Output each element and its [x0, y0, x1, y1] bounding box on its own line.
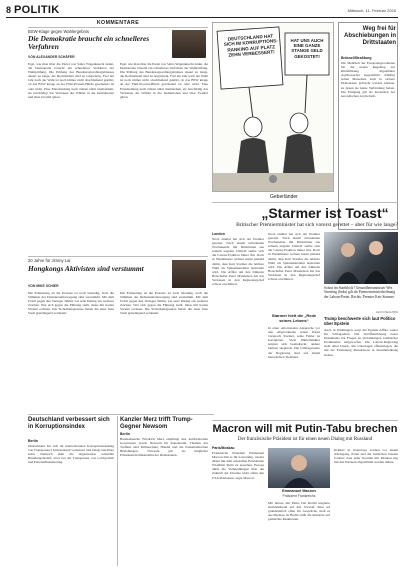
macron-body-right: Kritiker in Osteuropa warnen vor einem Alleingang. Polen und die baltischen Staaten fordern, dass jeder Kontakt mit Moskau eng mit den Partnern abgestimmt werden müsse.	[334, 448, 398, 465]
macron-body-mid: Mit Jahren, mit Putin, Der Kreml reagierte zurückhaltend auf den Vorstoß. Man sei grundsätzlich offen für Gespräche, hieß es aus Moskau. In Berlin stößt die Initiative auf gemischte Reaktionen.	[268, 501, 330, 522]
trump-subhead: Trump beschwerte sich laut Politico über Epstein	[324, 316, 396, 326]
divider	[212, 202, 398, 203]
divider	[28, 414, 214, 415]
macron-portrait	[268, 448, 330, 488]
hongkong-kicker: 20 Jahre für Jimmy Lai	[28, 258, 71, 263]
starmer-photo-caption: Schon im Startblock? Gesundheitsminister Wes Streeting (links) gilt als Premierministerhoffnung der Labour-Partei. Rechts: Premier Keir Starmer.	[324, 286, 395, 299]
issue-date: Mittwoch, 11. Februar 2026	[347, 8, 396, 13]
starmer-dateline: London	[212, 232, 225, 236]
korruption-headline: Deutschland verbessert sich in Korruptionsindex	[28, 417, 110, 430]
commentary-kicker: BSW-Klage gegen Wahlergebnis	[28, 29, 89, 34]
masthead-rule	[6, 17, 398, 18]
hongkong-headline: Hongkongs Aktivisten sind verstummt	[28, 264, 144, 273]
divider	[28, 27, 208, 28]
commentary-body-1: Egal, wie man über die Partei von Sahra Wagenknecht denkt, die Demokratie braucht ein schnelleres Verfahren der Wahlprüfung. Die Prüfung des Bundestagswahlergebnisses dauert zu lange, die Rechtsmittel sind zu langwierig. Fast ein Jahr nach der Wahl ist noch immer nicht abschließend geklärt, ob das BSW knapp an der Fünf-Prozent-Hürde gescheitert ist oder nicht. Eine Entscheidung nach Jahren nützt niemandem, sie beschädigt das Vertrauen der Wähler in die Institutionen und lässt Zweifel gären.	[28, 62, 114, 99]
korruption-body: Deutschland hat sich im internationalen Korruptionsranking von Transparency International verbessert und belegt nun Platz zehn. Dennoch sieht die Organisation weiterhin Handlungsbedarf, etwa bei der Transparenz von Lobbyarbeit und Parteienfinanzierung.	[28, 444, 114, 465]
author-portrait	[172, 260, 206, 288]
photo-credit: LEON NEAL/DPA	[375, 310, 398, 314]
macron-headline: Macron will mit Putin-Tabu brechen	[212, 423, 398, 435]
section-title: POLITIK	[14, 4, 60, 16]
kanzler-headline: Kanzler Merz trifft Trump-Gegner Newsom	[120, 417, 193, 430]
macron-body-left: Frankreichs Präsident Emmanuel Macron hält es für notwendig, wieder direkt mit dem russischen Präsidenten Wladimir Putin zu sprechen. Europa dürfe die Verhandlungen über die Zukunft der Ukraine nicht allein den USA überlassen, sagte Macron.	[212, 451, 264, 480]
cartoon	[212, 22, 334, 192]
kanzler-dateline: Berlin	[120, 432, 130, 436]
cartoon-sign-left: DEUTSCHLAND HAT SICH IM KORRUPTIONS-RANKING AUF PLATZ ZEHN VERBESSERT!	[223, 33, 278, 58]
hongkong-author: VON MIKE SCHIER	[28, 284, 59, 288]
divider	[28, 256, 208, 257]
macron-subhead: Der französische Präsident ist für einen neuen Dialog mit Russland	[237, 437, 373, 442]
hongkong-body-2: Die Erinnerung an die Proteste ist noch lebendig, doch die Stimmen der Demokratiebewegung sind verstummt. Mit dem Urteil gegen den Verleger Jimmy Lai setzt Peking ein weiteres Zeichen. Wer sich gegen die Führung stellt, muss mit harten Strafen rechnen. Die Sicherheitsgesetze haben die einst freie Stadt grundlegend verändert.	[120, 291, 208, 316]
starmer-body-mid: In einer emotionalen Ansprache vor den Abgeordneten seiner Partei versprach Starmer, seine Fehler zu korrigieren. Viele Hinterbänkler zeigten sich beeindruckt, andere bleiben skeptisch. Die Umfragewerte der Regierung sind auf einem historischen Tiefstand.	[268, 326, 320, 359]
macron-name: Emmanuel Macron	[282, 489, 316, 493]
cartoon-caption: Geberländer	[270, 194, 298, 200]
macron-portrait-figure	[268, 448, 330, 488]
commentary-headline: Die Demokratie braucht ein schnelleres Verfahren	[28, 34, 150, 51]
korruption-dateline: Berlin	[28, 439, 38, 443]
starmer-subhead: Britischer Premierminister hat sich vorerst gerettet – aber für wie lange?	[236, 222, 398, 228]
macron-role: Präsident Frankreichs	[282, 494, 316, 498]
cartoon-sign-right: HAT UNS AUCH EINE GANZE STANGE GELD GEKOSTET!	[290, 38, 324, 59]
commentary-body-2: Egal, wie man über die Partei von Sahra Wagenknecht denkt, die Demokratie braucht ein schnelleres Verfahren der Wahlprüfung. Die Prüfung des Bundestagswahlergebnisses dauert zu lange, die Rechtsmittel sind zu langwierig. Fast ein Jahr nach der Wahl ist noch immer nicht abschließend geklärt, ob das BSW knapp an der Fünf-Prozent-Hürde gescheitert ist oder nicht. Eine Entscheidung nach Jahren nützt niemandem, sie beschädigt das Vertrauen der Wähler in die Institutionen und lässt Zweifel gären.	[120, 62, 208, 99]
starmer-body-right: Auch in Washington sorgt die Epstein-Affäre weiter für Schlagzeilen. Die Veröffentlichung neuer Dokumente hat Fragen zu Verbindungen zahlreicher Prominenter aufgeworfen. Die Labour-Regierung steht unter Druck, alle Unterlagen offenzulegen, die mit der Ernennung Mandelsons in Zusammenhang stehen.	[324, 328, 398, 357]
kanzler-body: Bundeskanzler Friedrich Merz empfängt den kalifornischen Gouverneur Gavin Newsom im Kanzleramt. Themen des Treffens sind Klimaschutz, Handel und die transatlantischen Beziehungen. Newsom gilt als möglicher Präsidentschaftskandidat der Demokraten.	[120, 437, 208, 458]
weg-frei-body: Die Mehrheit der Europaabgeordneten hat der neuen Regelung zur Rückführung abgelehnter Asylbewerber zugestimmt. Künftig sollen Menschen auch in sichere Drittstaaten gebracht werden können, zu denen sie keine Verbindung haben. Die Einigung gilt als Kernstück der europäischen Asylreform.	[341, 61, 395, 98]
commentary-author: VON ALEXANDER SCHÄFER	[28, 55, 75, 59]
starmer-headline: „Starmer ist Toast“	[261, 205, 389, 221]
starmer-inline-subhead: Starmer hielt die „Rede seines Lebens“	[271, 313, 317, 323]
weg-frei-headline: Weg frei für Abschiebungen in Drittstaaten	[343, 26, 396, 46]
starmer-photo-figures	[324, 232, 398, 284]
hongkong-body-1: Die Erinnerung an die Proteste ist noch lebendig, doch die Stimmen der Demokratiebewegung sind verstummt. Mit dem Urteil gegen den Verleger Jimmy Lai setzt Peking ein weiteres Zeichen. Wer sich gegen die Führung stellt, muss mit harten Strafen rechnen. Die Sicherheitsgesetze haben die einst freie Stadt grundlegend verändert.	[28, 291, 114, 316]
starmer-body-left: Noch einmal hat sich der Premier gerettet. Nach einem turbulenten Wochenende mit Rücktritten aus seinem engsten Umfeld stellte sich die Labour-Fraktion hinter ihn. Doch in Westminster rechnet kaum jemand damit, dass Keir Starmer die nächste Wahl als Spitzenkandidat bestreiten wird. Die Affäre um den früheren Botschafter Peter Mandelson hat das Vertrauen in den Regierungschef schwer erschüttert.	[212, 237, 264, 287]
starmer-photo	[324, 232, 398, 284]
divider	[212, 420, 398, 421]
commentary-label: KOMMENTARE	[96, 20, 140, 26]
column-rule	[117, 416, 118, 566]
macron-dateline: Paris/Moskau	[212, 446, 235, 450]
starmer-body-left-2: Noch einmal hat sich der Premier gerettet. Nach einem turbulenten Wochenende mit Rücktritten aus seinem engsten Umfeld stellte sich die Labour-Fraktion hinter ihn. Doch in Westminster rechnet kaum jemand damit, dass Keir Starmer die nächste Wahl als Spitzenkandidat bestreiten wird. Die Affäre um den früheren Botschafter Peter Mandelson hat das Vertrauen in den Regierungschef schwer erschüttert.	[268, 232, 320, 282]
weg-frei-dateline: Brüssel/Straßburg	[341, 56, 372, 60]
author-portrait	[172, 30, 206, 58]
page-number: 8	[6, 5, 12, 15]
